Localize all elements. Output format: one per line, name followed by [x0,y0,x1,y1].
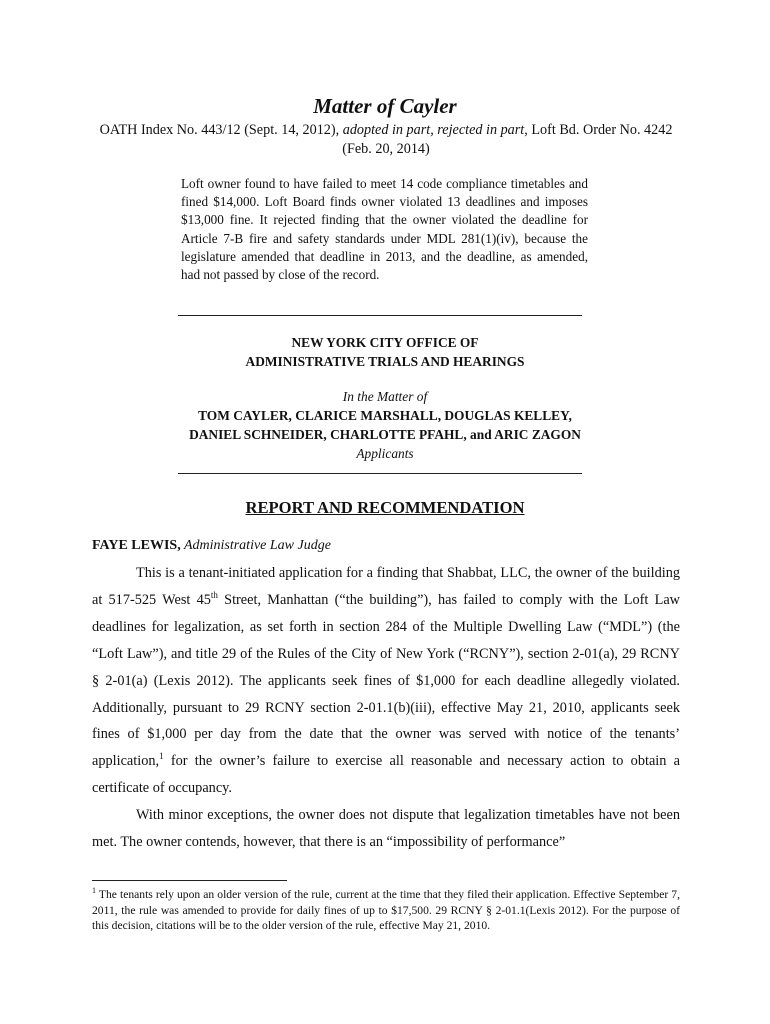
office-line-1: NEW YORK CITY OFFICE OF [291,335,479,350]
parties-role: Applicants [356,446,414,461]
divider-top [178,315,582,316]
office-line-2: ADMINISTRATIVE TRIALS AND HEARINGS [245,354,525,369]
paragraph-1 [92,560,680,802]
judge-title: Administrative Law Judge [180,538,331,553]
divider-bottom [178,473,582,474]
citation-part1: OATH Index No. 443/12 (Sept. 14, 2012), [99,122,343,138]
citation-part2: , Loft Bd. Order No. 4242 (Feb. 20, 2014) [342,122,673,157]
document-title: Matter of Cayler [313,94,457,118]
paragraph-1-b: Street, Manhattan (“the building”), has failed to comply with the Loft Law deadlines for legalization, as set forth in section 284 of the Multiple Dwelling Law (“MDL”) (the “Loft Law”), and title 29 of the Rules of the City of New York (“RCNY”), section 2-01(a), 29 RCNY § 2-01(a) (Lexis 2012). The applicants seek fines of $1,000 for each deadline allegedly violated. Additionally, pursuant to 29 RCNY section 2-01.1(b)(iii), effective May 21, 2010, applicants seek fines of $1,000 per day from the date that the owner was served with notice of the tenants’ application, [92,591,680,770]
paragraph-1-a: This is a tenant-initiated application for a finding that Shabbat, LLC, the owner of the building at 517-525 West 45 [92,565,680,608]
report-heading: REPORT AND RECOMMENDATION [245,498,525,517]
case-summary: Loft owner found to have failed to meet 14 code compliance timetables and fined $14,000. Loft Board finds owner violated 13 deadlines and imposes $13,000 fine. It rejected finding that the owner violated the deadline for Article 7-B fire and safety standards under MDL 281(1)(iv), because the legislature amended that deadline in 2013, and the deadline, as amended, had not passed by close of the record. [181,176,588,283]
matter-block [0,387,770,463]
paragraph-1-c: for the owner’s failure to exercise all reasonable and necessary action to obtain a certificate of occupancy. [92,753,680,797]
paragraph-2: With minor exceptions, the owner does not dispute that legalization timetables have not been met. The owner contends, however, that there is an “impossibility of performance” [92,807,680,850]
footnote-divider [92,880,287,881]
judge-name: FAYE LEWIS, [92,538,181,553]
citation [92,121,680,159]
matter-intro: In the Matter of [342,389,428,404]
footnote-marker: 1 [92,886,96,896]
footnote [92,887,680,934]
footnote-text: The tenants rely upon an older version of the rule, current at the time that they filed their application. Effective September 7, 2011, the rule was amended to provide for daily fines of up to $17,500. 29 RCNY § 2-01.1(Lexis 2012). For the purpose of this decision, citations will be to the older version of the rule, effective May 21, 2010. [92,888,680,932]
judge-line [92,538,331,554]
ordinal-suffix: th [210,590,218,601]
office-heading [0,333,770,371]
citation-italic: adopted in part, rejected in part [342,122,525,138]
parties-line-1: TOM CAYLER, CLARICE MARSHALL, DOUGLAS KELLEY, [198,408,572,423]
footnote-reference[interactable]: 1 [159,751,164,762]
parties-line-2: DANIEL SCHNEIDER, CHARLOTTE PFAHL, and ARIC ZAGON [189,427,581,442]
